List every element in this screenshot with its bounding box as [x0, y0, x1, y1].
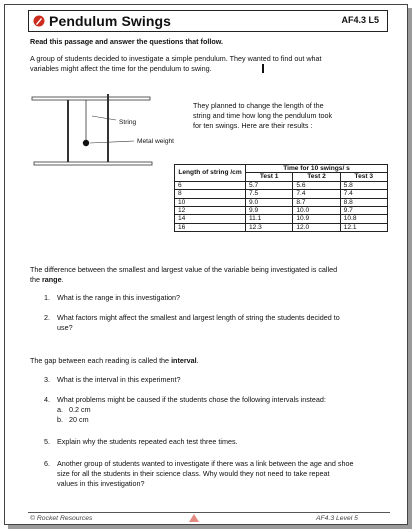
range-definition-line-1: The difference between the smallest and largest value of the variable being investigated is called — [30, 265, 338, 274]
length-header: Length of string /cm — [175, 165, 246, 182]
table-cell: 8.7 — [293, 198, 340, 206]
text-cursor — [262, 64, 264, 73]
question-4a-label: a. — [57, 405, 63, 414]
level-code: AF4.3 L5 — [341, 15, 379, 25]
plan-line-3: for ten swings. Here are their results : — [193, 121, 313, 130]
table-cell: 10 — [175, 198, 246, 206]
table-cell: 6 — [175, 181, 246, 189]
question-1-number: 1. — [44, 293, 50, 302]
question-6-line-1: Another group of students wanted to investigate if there was a link between the age and shoe — [57, 459, 354, 468]
table-row — [175, 198, 388, 206]
intro-line-1: A group of students decided to investigate a simple pendulum. They wanted to find out what — [30, 54, 322, 63]
title-bar — [28, 10, 388, 32]
table-header-row — [175, 165, 388, 173]
intro-line-2: variables might affect the time for the pendulum to swing. — [30, 64, 212, 73]
string-label: String — [119, 119, 137, 126]
table-cell: 12 — [175, 207, 246, 215]
metal-weight-label: Metal weight — [137, 138, 175, 145]
footer-level: AF4.3 Level 5 — [316, 515, 358, 522]
table-cell: 8 — [175, 190, 246, 198]
table-row — [175, 223, 388, 231]
table-cell: 10.8 — [340, 215, 387, 223]
rocket-logo-icon — [33, 15, 45, 27]
table-cell: 12.1 — [340, 223, 387, 231]
table-cell: 12.3 — [246, 223, 293, 231]
page-shadow-right — [408, 8, 412, 529]
table-cell: 12.0 — [293, 223, 340, 231]
question-6-line-2: size for all the students in their science class. Why would they not need to take repeat — [57, 469, 330, 478]
table-cell: 9.7 — [340, 207, 387, 215]
table-cell: 5.8 — [340, 181, 387, 189]
question-2-line-2: use? — [57, 323, 73, 332]
table-row — [175, 215, 388, 223]
plan-line-1: They planned to change the length of the — [193, 101, 324, 110]
question-5-number: 5. — [44, 437, 50, 446]
table-cell: 9.0 — [246, 198, 293, 206]
question-6-number: 6. — [44, 459, 50, 468]
table-cell: 7.4 — [340, 190, 387, 198]
rocket-footer-icon — [188, 513, 200, 523]
time-header: Time for 10 swings/ s — [246, 165, 388, 173]
results-table — [174, 164, 388, 232]
table-cell: 9.9 — [246, 207, 293, 215]
table-cell: 5.6 — [293, 181, 340, 189]
page-title: Pendulum Swings — [49, 13, 172, 29]
question-4b-label: b. — [57, 415, 63, 424]
table-row — [175, 181, 388, 189]
table-row — [175, 207, 388, 215]
table-cell: 11.1 — [246, 215, 293, 223]
question-6-line-3: values in this investigation? — [57, 479, 145, 488]
page-shadow-bottom — [8, 525, 412, 529]
table-cell: 5.7 — [246, 181, 293, 189]
question-5-text: Explain why the students repeated each test three times. — [57, 437, 238, 446]
interval-term: interval — [171, 356, 197, 365]
range-term: range — [42, 275, 62, 284]
question-3-number: 3. — [44, 375, 50, 384]
test-3-header: Test 3 — [340, 173, 387, 181]
interval-definition: The gap between each reading is called the interval. — [30, 356, 199, 365]
range-definition-line-2: the range. — [30, 275, 64, 284]
question-2-line-1: What factors might affect the smallest and largest length of string the students decided to — [57, 313, 340, 322]
table-cell: 7.4 — [293, 190, 340, 198]
table-cell: 16 — [175, 223, 246, 231]
question-2-number: 2. — [44, 313, 50, 322]
question-3-text: What is the interval in this experiment? — [57, 375, 181, 384]
question-1-text: What is the range in this investigation? — [57, 293, 181, 302]
instruction: Read this passage and answer the questions that follow. — [30, 37, 224, 46]
question-4-text: What problems might be caused if the students chose the following intervals instead: — [57, 395, 326, 404]
table-cell: 10.0 — [293, 207, 340, 215]
table-cell: 8.8 — [340, 198, 387, 206]
table-cell: 14 — [175, 215, 246, 223]
table-row — [175, 190, 388, 198]
pendulum-diagram — [30, 92, 180, 172]
test-1-header: Test 1 — [246, 173, 293, 181]
question-4-number: 4. — [44, 395, 50, 404]
table-cell: 7.5 — [246, 190, 293, 198]
question-4b-text: 20 cm — [69, 415, 89, 424]
table-cell: 10.9 — [293, 215, 340, 223]
question-4a-text: 0.2 cm — [69, 405, 91, 414]
plan-line-2: string and time how long the pendulum took — [193, 111, 333, 120]
footer-copyright: © Rocket Resources — [30, 515, 93, 522]
footer-rule — [28, 512, 390, 513]
test-2-header: Test 2 — [293, 173, 340, 181]
